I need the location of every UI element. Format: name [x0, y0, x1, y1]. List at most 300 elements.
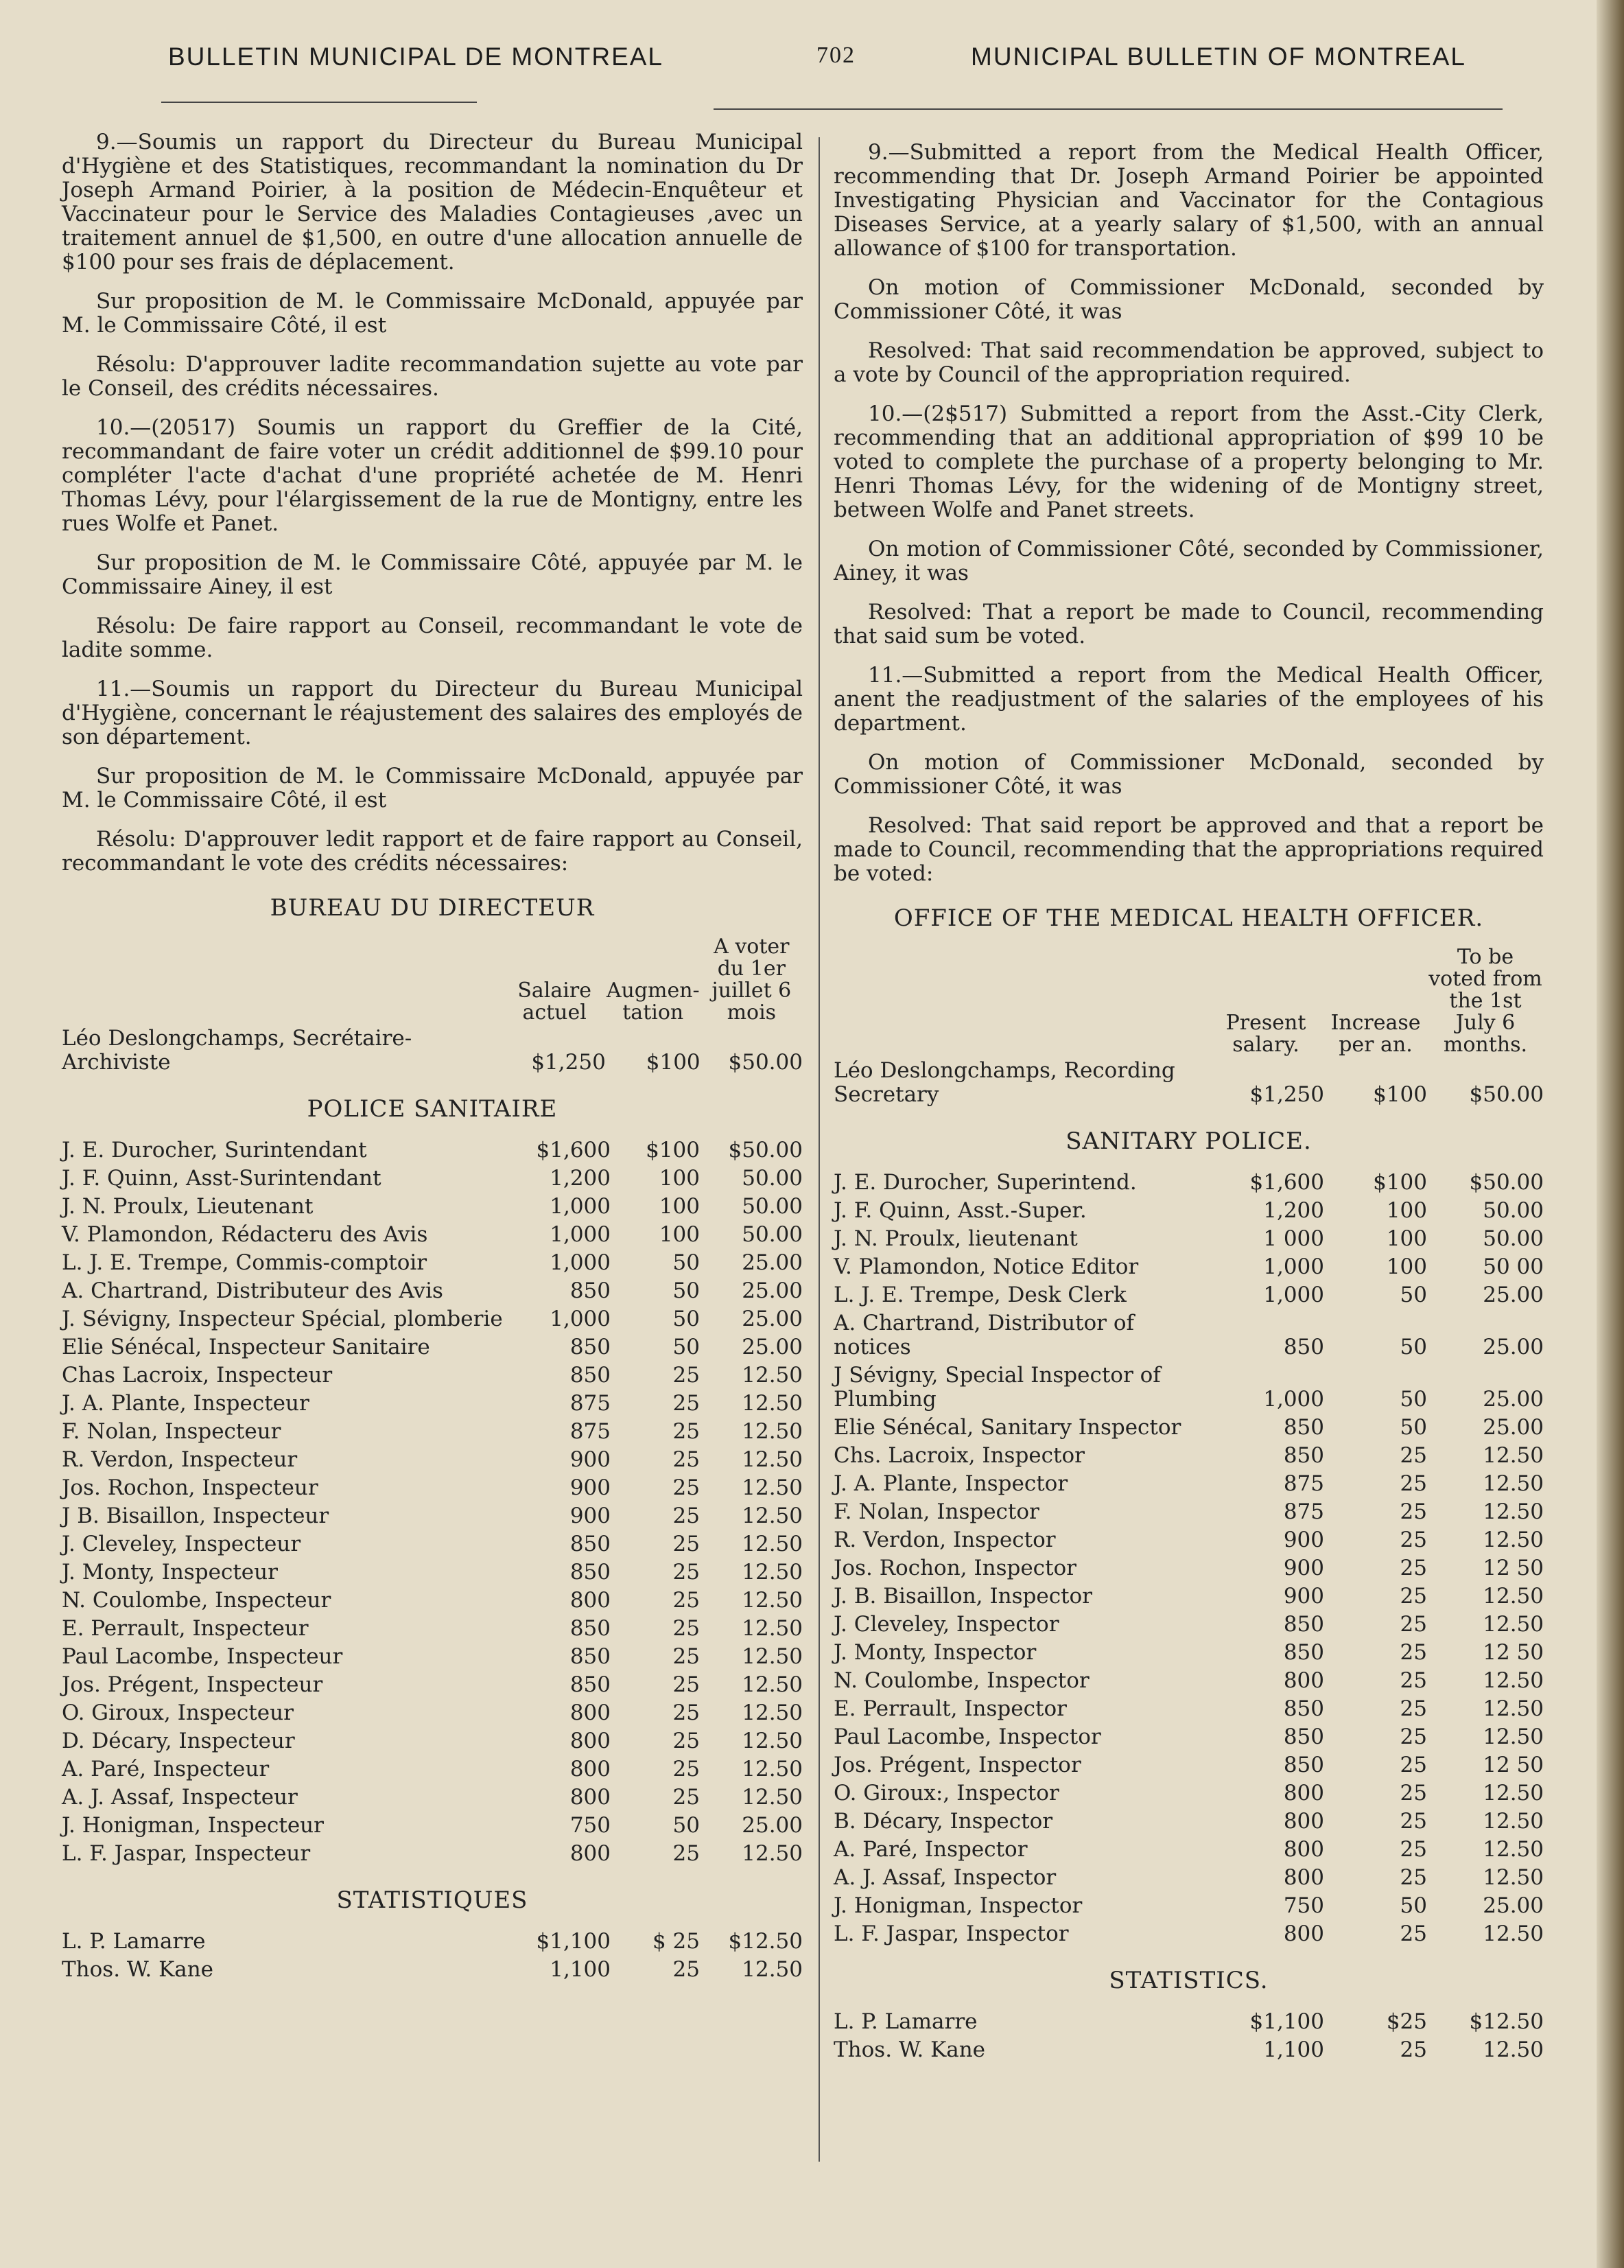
increase-cell: 25 — [1400, 1640, 1427, 1665]
en-police-row — [834, 1253, 1544, 1281]
employee-name: Elie Sénécal, Inspecteur Sanitaire — [62, 1335, 430, 1359]
en-police-row — [834, 1526, 1544, 1554]
en-police-row — [834, 1281, 1544, 1309]
employee-name: J. E. Durocher, Superintend. — [834, 1170, 1137, 1195]
employee-name: N. Coulombe, Inspecteur — [62, 1588, 331, 1613]
employee-name: Thos. W. Kane — [62, 1957, 214, 1982]
salary-cell: 900 — [569, 1475, 611, 1500]
vote-cell: 12.50 — [742, 1560, 803, 1585]
increase-cell: 50 — [1400, 1335, 1427, 1359]
employee-name: J. Monty, Inspector — [834, 1640, 1037, 1665]
en-col-salary: Present salary. — [1225, 1011, 1306, 1057]
salary-cell: 800 — [1283, 1781, 1324, 1805]
salary-cell: 800 — [1283, 1668, 1324, 1693]
vote-cell: 25.00 — [742, 1335, 803, 1359]
increase-cell: $100 — [646, 1050, 701, 1075]
increase-cell: 100 — [659, 1166, 700, 1191]
en-motion-11: On motion of Commissioner McDonald, seconded by Commissioner Côté, it was — [834, 750, 1544, 799]
header-title-english: MUNICIPAL BULLETIN OF MONTREAL — [971, 43, 1466, 71]
vote-cell: 25.00 — [1483, 1283, 1544, 1307]
vote-cell: 50.00 — [1483, 1198, 1544, 1223]
employee-name: V. Plamondon, Rédacteru des Avis — [62, 1222, 428, 1247]
en-police-row — [834, 1836, 1544, 1864]
fr-police-row — [62, 1136, 803, 1165]
salary-cell: 800 — [569, 1841, 611, 1866]
increase-cell: 25 — [1400, 1471, 1427, 1496]
vote-cell: $50.00 — [1469, 1082, 1544, 1107]
increase-cell: 25 — [1400, 1528, 1427, 1552]
salary-cell: $1,250 — [1249, 1082, 1324, 1107]
en-police-row — [834, 1695, 1544, 1723]
vote-cell: 12.50 — [742, 1957, 803, 1982]
salary-cell: 1,000 — [550, 1307, 611, 1331]
en-police-row — [834, 1723, 1544, 1751]
vote-cell: 12.50 — [742, 1504, 803, 1528]
fr-police-row — [62, 1474, 803, 1502]
salary-cell: 850 — [569, 1363, 611, 1388]
en-police-row — [834, 1197, 1544, 1225]
salary-cell: $1,250 — [531, 1050, 606, 1075]
vote-cell: 25.00 — [1483, 1387, 1544, 1412]
page-edge-shadow — [1597, 0, 1624, 2268]
fr-police-row — [62, 1502, 803, 1530]
salary-cell: 1,200 — [550, 1166, 611, 1191]
salary-cell: 875 — [1283, 1471, 1324, 1496]
employee-name: E. Perrault, Inspector — [834, 1696, 1067, 1721]
increase-cell: 25 — [1400, 1584, 1427, 1609]
en-police-row — [834, 1309, 1544, 1361]
increase-cell: 25 — [672, 1363, 700, 1388]
fr-police-row — [62, 1558, 803, 1587]
employee-name: J. A. Plante, Inspector — [834, 1471, 1068, 1496]
fr-police-row — [62, 1249, 803, 1277]
employee-name: J Sévigny, Special Inspector of Plumbing — [834, 1363, 1161, 1412]
vote-cell: 12 50 — [1483, 1753, 1544, 1777]
employee-name: A. Paré, Inspecteur — [62, 1757, 270, 1781]
fr-stats-row — [62, 1928, 803, 1956]
en-resolution-10: Resolved: That a report be made to Council, recommending that said sum be voted. — [834, 600, 1544, 648]
employee-name: R. Verdon, Inspecteur — [62, 1447, 298, 1472]
vote-cell: 50.00 — [742, 1194, 803, 1219]
salary-cell: 900 — [569, 1504, 611, 1528]
fr-police-row — [62, 1193, 803, 1221]
increase-cell: 25 — [672, 1672, 700, 1697]
increase-cell: 25 — [1400, 1837, 1427, 1862]
increase-cell: 25 — [672, 1532, 700, 1556]
vote-cell: 12.50 — [742, 1616, 803, 1641]
fr-resolution-11: Résolu: D'approuver ledit rapport et de faire rapport au Conseil, recommandant le vote des crédits nécessaires: — [62, 827, 803, 876]
vote-cell: $12.50 — [1469, 2009, 1544, 2034]
fr-col-salary: Salaire actuel — [517, 979, 591, 1025]
vote-cell: 12.50 — [742, 1757, 803, 1781]
fr-section-police: POLICE SANITAIRE — [307, 1095, 558, 1123]
salary-cell: 800 — [569, 1700, 611, 1725]
en-section-office: OFFICE OF THE MEDICAL HEALTH OFFICER. — [893, 904, 1484, 932]
vote-cell: 25.00 — [1483, 1335, 1544, 1359]
increase-cell: 25 — [1400, 1696, 1427, 1721]
fr-police-row — [62, 1221, 803, 1249]
fr-item-9: 9.—Soumis un rapport du Directeur du Bureau Municipal d'Hygiène et des Statistiques, recommandant la nomination du Dr Joseph Armand Poirier, à la position de Médecin-Enquêteur et Vaccinateur pour le Service des Maladies Contagieuses ,avec un traitement annuel de $1,500, en outre d'une allocation annuelle de $100 pour ses frais de déplacement. — [62, 130, 803, 274]
increase-cell: 25 — [1400, 1499, 1427, 1524]
vote-cell: 12.50 — [742, 1363, 803, 1388]
salary-cell: 850 — [1283, 1415, 1324, 1440]
salary-cell: 850 — [1283, 1443, 1324, 1468]
employee-name: J. N. Proulx, Lieutenant — [62, 1194, 314, 1219]
employee-name: A. Chartrand, Distributeur des Avis — [62, 1278, 443, 1303]
vote-cell: 12.50 — [1483, 1584, 1544, 1609]
vote-cell: 12.50 — [742, 1419, 803, 1444]
vote-cell: 12.50 — [742, 1841, 803, 1866]
en-police-row — [834, 1639, 1544, 1667]
employee-name: J. Cleveley, Inspecteur — [62, 1532, 301, 1556]
salary-cell: 800 — [569, 1729, 611, 1753]
fr-police-row — [62, 1699, 803, 1727]
salary-cell: 1,000 — [550, 1250, 611, 1275]
employee-name: O. Giroux:, Inspector — [834, 1781, 1059, 1805]
employee-name: L. P. Lamarre — [834, 2009, 978, 2034]
employee-name: J. B. Bisaillon, Inspector — [834, 1584, 1092, 1609]
salary-cell: 850 — [1283, 1612, 1324, 1637]
employee-name: O. Giroux, Inspecteur — [62, 1700, 294, 1725]
increase-cell: 25 — [1400, 1865, 1427, 1890]
employee-name: Paul Lacombe, Inspecteur — [62, 1644, 343, 1669]
employee-name: Paul Lacombe, Inspector — [834, 1725, 1101, 1749]
fr-police-table — [62, 1136, 803, 1868]
employee-name: D. Décary, Inspecteur — [62, 1729, 295, 1753]
increase-cell: 50 — [672, 1250, 700, 1275]
increase-cell: 50 — [1400, 1387, 1427, 1412]
employee-name: V. Plamondon, Notice Editor — [834, 1254, 1139, 1279]
vote-cell: 12.50 — [1483, 2037, 1544, 2062]
fr-police-row — [62, 1755, 803, 1784]
en-director-row — [834, 1057, 1544, 1109]
salary-cell: 1,000 — [550, 1194, 611, 1219]
en-director-table — [834, 946, 1544, 1109]
salary-cell: 875 — [1283, 1499, 1324, 1524]
vote-cell: 50.00 — [1483, 1226, 1544, 1251]
increase-cell: 25 — [672, 1588, 700, 1613]
fr-col-vote: A voter du 1er juillet 6 mois — [711, 935, 792, 1025]
salary-cell: 750 — [1283, 1893, 1324, 1918]
employee-name: L. F. Jaspar, Inspector — [834, 1921, 1069, 1946]
salary-cell: 1,000 — [1263, 1283, 1324, 1307]
vote-cell: 12.50 — [742, 1644, 803, 1669]
employee-name: Chas Lacroix, Inspecteur — [62, 1363, 333, 1388]
en-police-row — [834, 1667, 1544, 1695]
salary-cell: 800 — [1283, 1809, 1324, 1834]
vote-cell: 25.00 — [1483, 1893, 1544, 1918]
increase-cell: 25 — [672, 1616, 700, 1641]
en-police-row — [834, 1779, 1544, 1808]
en-police-row — [834, 1892, 1544, 1920]
salary-cell: 875 — [569, 1419, 611, 1444]
vote-cell: $50.00 — [728, 1138, 803, 1162]
en-item-11: 11.—Submitted a report from the Medical Health Officer, anent the readjustment of the salaries of the employees of his department. — [834, 663, 1544, 736]
employee-name: R. Verdon, Inspector — [834, 1528, 1056, 1552]
salary-cell: 1,200 — [1263, 1198, 1324, 1223]
en-item-9: 9.—Submitted a report from the Medical Health Officer, recommending that Dr. Joseph Armand Poirier be appointed Investigating Physician and Vaccinator for the Contagious Diseases Service, at a yearly salary of $1,500, with an annual allowance of $100 for transportation. — [834, 140, 1544, 261]
fr-stats-table — [62, 1928, 803, 1984]
increase-cell: 25 — [672, 1957, 700, 1982]
employee-name: N. Coulombe, Inspector — [834, 1668, 1090, 1693]
salary-cell: 850 — [569, 1672, 611, 1697]
fr-police-row — [62, 1446, 803, 1474]
en-police-row — [834, 1611, 1544, 1639]
en-police-row — [834, 1470, 1544, 1498]
increase-cell: 50 — [1400, 1893, 1427, 1918]
employee-name: L. F. Jaspar, Inspecteur — [62, 1841, 311, 1866]
vote-cell: 12.50 — [1483, 1837, 1544, 1862]
en-police-row — [834, 1361, 1544, 1414]
increase-cell: 50 — [672, 1307, 700, 1331]
employee-name: Léo Deslongchamps, Secrétaire-Archiviste — [62, 1026, 412, 1075]
salary-cell: 850 — [1283, 1696, 1324, 1721]
employee-name: J. E. Durocher, Surintendant — [62, 1138, 367, 1162]
salary-cell: $1,100 — [1249, 2009, 1324, 2034]
increase-cell: 50 — [672, 1813, 700, 1838]
vote-cell: 25.00 — [742, 1307, 803, 1331]
increase-cell: 25 — [1400, 2037, 1427, 2062]
vote-cell: 12.50 — [1483, 1612, 1544, 1637]
salary-cell: $1,600 — [536, 1138, 611, 1162]
header-title-french: BULLETIN MUNICIPAL DE MONTREAL — [168, 43, 664, 71]
fr-director-table — [62, 935, 803, 1077]
employee-name: J. F. Quinn, Asst.-Super. — [834, 1198, 1087, 1223]
employee-name: E. Perrault, Inspecteur — [62, 1616, 309, 1641]
salary-cell: 1 000 — [1263, 1226, 1324, 1251]
increase-cell: 25 — [1400, 1921, 1427, 1946]
fr-police-row — [62, 1390, 803, 1418]
vote-cell: 12.50 — [742, 1475, 803, 1500]
increase-cell: 25 — [672, 1419, 700, 1444]
vote-cell: 12.50 — [1483, 1499, 1544, 1524]
en-police-row — [834, 1554, 1544, 1582]
salary-cell: 900 — [1283, 1528, 1324, 1552]
column-divider — [819, 137, 820, 2162]
english-column — [834, 141, 1544, 2064]
vote-cell: 12.50 — [1483, 1471, 1544, 1496]
employee-name: Thos. W. Kane — [834, 2037, 986, 2062]
fr-police-row — [62, 1277, 803, 1305]
vote-cell: 12.50 — [742, 1447, 803, 1472]
increase-cell: 25 — [672, 1757, 700, 1781]
en-police-table — [834, 1169, 1544, 1948]
en-police-row — [834, 1414, 1544, 1442]
increase-cell: 50 — [1400, 1415, 1427, 1440]
vote-cell: 12.50 — [1483, 1921, 1544, 1946]
vote-cell: 12.50 — [1483, 1781, 1544, 1805]
increase-cell: 25 — [672, 1475, 700, 1500]
en-police-row — [834, 1864, 1544, 1892]
en-police-row — [834, 1442, 1544, 1470]
increase-cell: 50 — [672, 1335, 700, 1359]
fr-police-row — [62, 1418, 803, 1446]
en-motion-10: On motion of Commissioner Côté, seconded by Commissioner, Ainey, it was — [834, 537, 1544, 585]
en-resolution-9: Resolved: That said recommendation be approved, subject to a vote by Council of the appropriation required. — [834, 338, 1544, 387]
fr-police-row — [62, 1671, 803, 1699]
employee-name: Elie Sénécal, Sanitary Inspector — [834, 1415, 1181, 1440]
fr-item-11: 11.—Soumis un rapport du Directeur du Bureau Municipal d'Hygiène, concernant le réajustement des salaires des employés de son département. — [62, 677, 803, 749]
fr-motion-9: Sur proposition de M. le Commissaire McDonald, appuyée par M. le Commissaire Côté, il est — [62, 289, 803, 338]
increase-cell: $100 — [1373, 1082, 1427, 1107]
salary-cell: 850 — [569, 1532, 611, 1556]
increase-cell: 100 — [1386, 1254, 1427, 1279]
vote-cell: 12.50 — [742, 1532, 803, 1556]
fr-police-row — [62, 1784, 803, 1812]
increase-cell: 25 — [672, 1391, 700, 1416]
fr-motion-11: Sur proposition de M. le Commissaire McDonald, appuyée par M. le Commissaire Côté, il est — [62, 764, 803, 812]
salary-cell: 850 — [569, 1278, 611, 1303]
salary-cell: 875 — [569, 1391, 611, 1416]
header-rule-right — [714, 108, 1503, 110]
fr-item-10: 10.—(20517) Soumis un rapport du Greffier de la Cité, recommandant de faire voter un crédit additionnel de $99.10 pour compléter l'acte d'achat d'une propriété achetée de M. Henri Thomas Lévy, pour l'élargissement de la rue de Montigny, entre les rues Wolfe et Panet. — [62, 415, 803, 536]
increase-cell: 25 — [672, 1700, 700, 1725]
increase-cell: 50 — [1400, 1283, 1427, 1307]
increase-cell: 25 — [672, 1560, 700, 1585]
increase-cell: $100 — [646, 1138, 700, 1162]
employee-name: A. Chartrand, Distributor of notices — [834, 1311, 1134, 1359]
employee-name: Léo Deslongchamps, Recording Secretary — [834, 1058, 1175, 1107]
fr-section-bureau: BUREAU DU DIRECTEUR — [270, 894, 595, 922]
page-number: 702 — [816, 43, 856, 68]
vote-cell: 12.50 — [742, 1785, 803, 1810]
increase-cell: $100 — [1373, 1170, 1427, 1195]
increase-cell: 25 — [1400, 1612, 1427, 1637]
vote-cell: 50.00 — [742, 1222, 803, 1247]
employee-name: L. J. E. Trempe, Desk Clerk — [834, 1283, 1127, 1307]
employee-name: F. Nolan, Inspector — [834, 1499, 1039, 1524]
increase-cell: 25 — [672, 1785, 700, 1810]
salary-cell: 850 — [569, 1335, 611, 1359]
vote-cell: 25.00 — [742, 1250, 803, 1275]
employee-name: J. A. Plante, Inspecteur — [62, 1391, 309, 1416]
vote-cell: 12.50 — [1483, 1696, 1544, 1721]
increase-cell: 100 — [659, 1194, 700, 1219]
salary-cell: 1,000 — [1263, 1387, 1324, 1412]
fr-motion-10: Sur proposition de M. le Commissaire Côté, appuyée par M. le Commissaire Ainey, il est — [62, 550, 803, 599]
en-police-row — [834, 1169, 1544, 1197]
employee-name: J. Cleveley, Inspector — [834, 1612, 1059, 1637]
en-police-row — [834, 1751, 1544, 1779]
employee-name: J. F. Quinn, Asst-Surintendant — [62, 1166, 381, 1191]
en-resolution-11: Resolved: That said report be approved and that a report be made to Council, recommending that the appropriations required be voted: — [834, 813, 1544, 886]
increase-cell: 25 — [1400, 1781, 1427, 1805]
vote-cell: $50.00 — [728, 1050, 803, 1075]
employee-name: J. Monty, Inspecteur — [62, 1560, 278, 1585]
vote-cell: $12.50 — [728, 1929, 803, 1954]
salary-cell: 800 — [569, 1757, 611, 1781]
increase-cell: $25 — [1386, 2009, 1427, 2034]
salary-cell: 800 — [1283, 1837, 1324, 1862]
employee-name: J. N. Proulx, lieutenant — [834, 1226, 1078, 1251]
increase-cell: 25 — [672, 1729, 700, 1753]
salary-cell: $1,100 — [536, 1929, 611, 1954]
increase-cell: 50 — [672, 1278, 700, 1303]
en-section-police: SANITARY POLICE. — [1066, 1127, 1312, 1155]
increase-cell: 25 — [672, 1841, 700, 1866]
salary-cell: 850 — [1283, 1753, 1324, 1777]
fr-police-row — [62, 1361, 803, 1390]
vote-cell: 12.50 — [742, 1391, 803, 1416]
employee-name: L. J. E. Trempe, Commis-comptoir — [62, 1250, 427, 1275]
increase-cell: 25 — [1400, 1443, 1427, 1468]
vote-cell: 12.50 — [742, 1588, 803, 1613]
vote-cell: 12 50 — [1483, 1640, 1544, 1665]
fr-police-row — [62, 1643, 803, 1671]
employee-name: A. Paré, Inspector — [834, 1837, 1028, 1862]
salary-cell: 850 — [569, 1560, 611, 1585]
employee-name: J. Sévigny, Inspecteur Spécial, plomberie — [62, 1307, 503, 1331]
salary-cell: $1,600 — [1249, 1170, 1324, 1195]
increase-cell: 25 — [1400, 1725, 1427, 1749]
increase-cell: 25 — [672, 1644, 700, 1669]
fr-stats-row — [62, 1956, 803, 1984]
vote-cell: 12.50 — [742, 1729, 803, 1753]
en-section-stats: STATISTICS. — [1109, 1967, 1269, 1994]
employee-name: J. Honigman, Inspecteur — [62, 1813, 324, 1838]
salary-cell: 850 — [569, 1644, 611, 1669]
vote-cell: 50.00 — [742, 1166, 803, 1191]
vote-cell: 12.50 — [1483, 1865, 1544, 1890]
vote-cell: 12.50 — [742, 1672, 803, 1697]
fr-police-row — [62, 1333, 803, 1361]
employee-name: J. Honigman, Inspector — [834, 1893, 1083, 1918]
en-stats-table — [834, 2008, 1544, 2064]
en-police-row — [834, 1920, 1544, 1948]
employee-name: A. J. Assaf, Inspector — [834, 1865, 1057, 1890]
en-col-increase: Increase per an. — [1330, 1011, 1421, 1057]
fr-resolution-9: Résolu: D'approuver ladite recommandation sujette au vote par le Conseil, des crédits nécessaires. — [62, 352, 803, 401]
salary-cell: 800 — [1283, 1921, 1324, 1946]
fr-col-increase: Augmen-tation — [606, 979, 700, 1025]
en-stats-row — [834, 2036, 1544, 2064]
en-police-row — [834, 1582, 1544, 1611]
salary-cell: 800 — [1283, 1865, 1324, 1890]
vote-cell: 12.50 — [1483, 1668, 1544, 1693]
vote-cell: 25.00 — [742, 1278, 803, 1303]
vote-cell: 50 00 — [1483, 1254, 1544, 1279]
salary-cell: 850 — [1283, 1335, 1324, 1359]
salary-cell: 1,000 — [550, 1222, 611, 1247]
employee-name: F. Nolan, Inspecteur — [62, 1419, 281, 1444]
salary-cell: 900 — [1283, 1584, 1324, 1609]
salary-cell: 900 — [569, 1447, 611, 1472]
en-police-row — [834, 1225, 1544, 1253]
vote-cell: $50.00 — [1469, 1170, 1544, 1195]
salary-cell: 1,100 — [1263, 2037, 1324, 2062]
vote-cell: 25.00 — [1483, 1415, 1544, 1440]
employee-name: L. P. Lamarre — [62, 1929, 206, 1954]
salary-cell: 850 — [569, 1616, 611, 1641]
increase-cell: 25 — [672, 1447, 700, 1472]
salary-cell: 800 — [569, 1785, 611, 1810]
salary-cell: 850 — [1283, 1725, 1324, 1749]
fr-police-row — [62, 1727, 803, 1755]
vote-cell: 12.50 — [742, 1700, 803, 1725]
en-police-row — [834, 1498, 1544, 1526]
increase-cell: 100 — [1386, 1226, 1427, 1251]
employee-name: B. Décary, Inspector — [834, 1809, 1053, 1834]
employee-name: A. J. Assaf, Inspecteur — [62, 1785, 298, 1810]
en-stats-row — [834, 2008, 1544, 2036]
increase-cell: 25 — [672, 1504, 700, 1528]
increase-cell: 25 — [1400, 1556, 1427, 1580]
fr-police-row — [62, 1305, 803, 1333]
employee-name: Jos. Prégent, Inspecteur — [62, 1672, 323, 1697]
increase-cell: $ 25 — [652, 1929, 700, 1954]
salary-cell: 800 — [569, 1588, 611, 1613]
employee-name: Jos. Rochon, Inspector — [834, 1556, 1076, 1580]
